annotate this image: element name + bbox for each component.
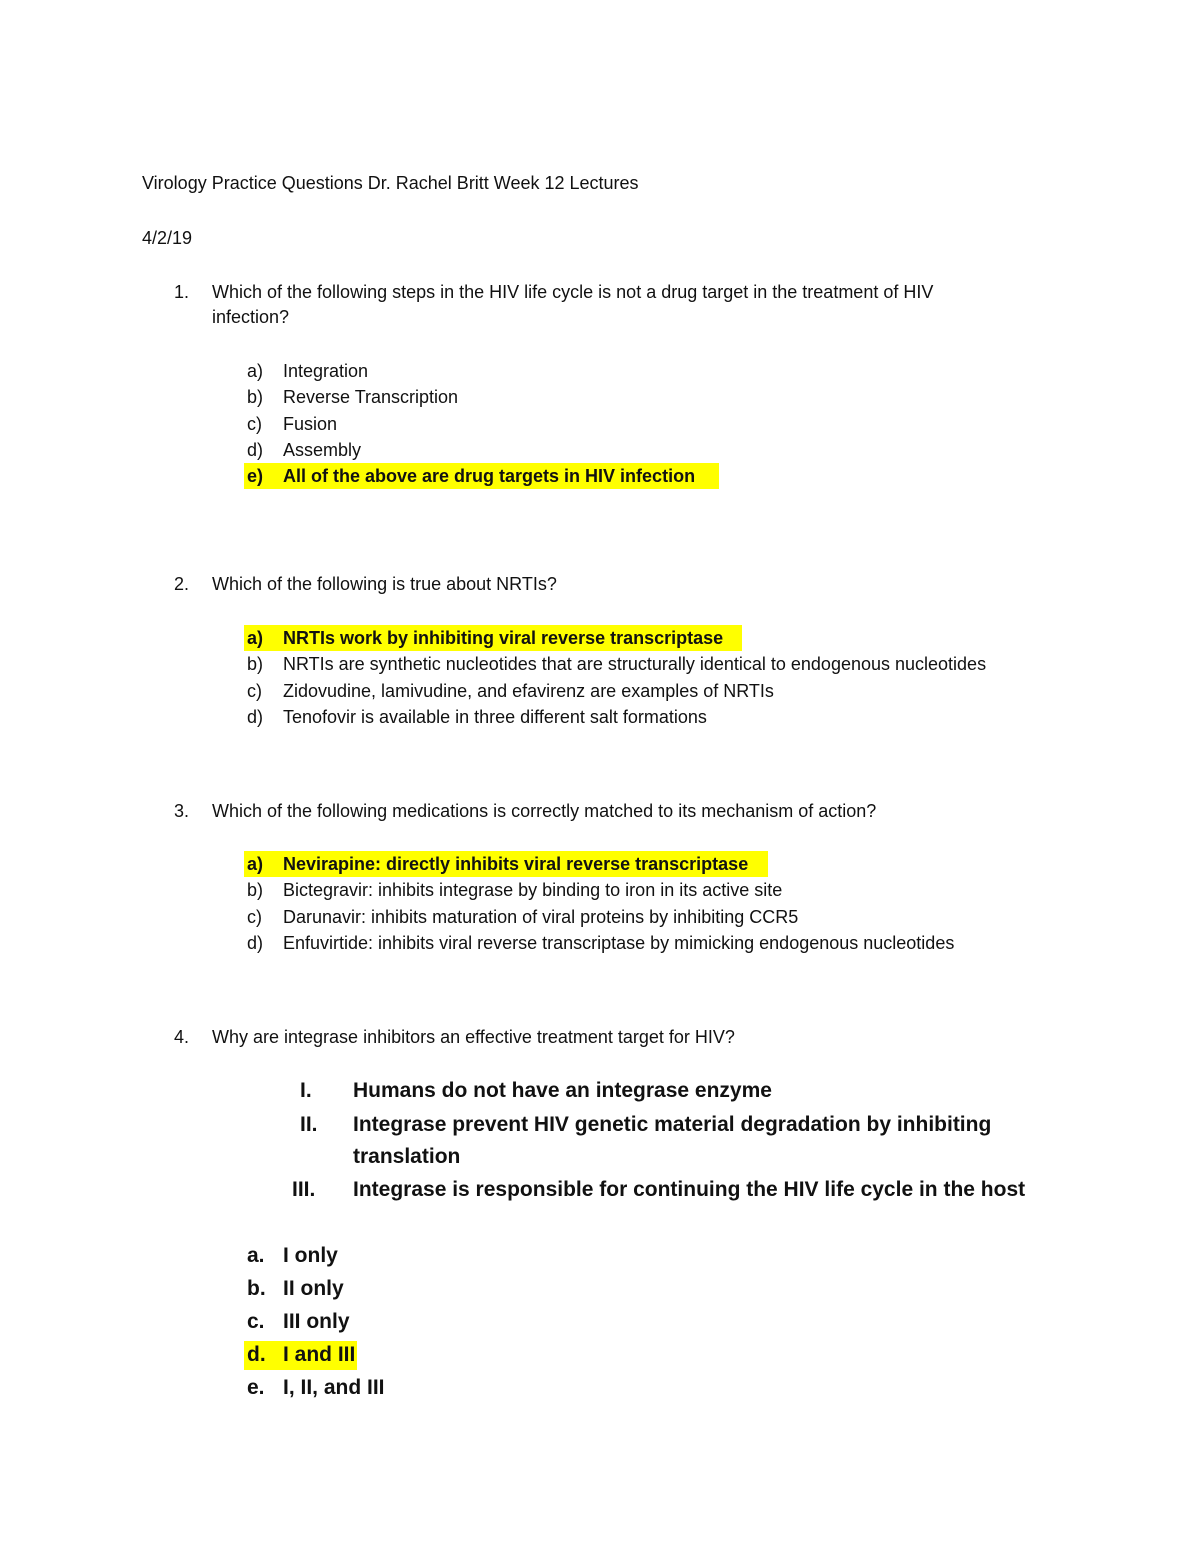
option-text: Nevirapine: directly inhibits viral reverse transcriptase	[283, 854, 749, 874]
option-letter: e)	[247, 466, 264, 486]
option-text: II only	[283, 1277, 344, 1300]
question-text: Which of the following steps in the HIV life cycle is not a drug target in the treatment of HIV	[212, 282, 934, 302]
statement-numeral: I.	[300, 1079, 312, 1102]
option-text: Assembly	[283, 440, 362, 460]
document-title: Virology Practice Questions Dr. Rachel Britt Week 12 Lectures	[142, 173, 639, 193]
document-date: 4/2/19	[142, 228, 193, 248]
statement-text-continued: translation	[353, 1145, 461, 1168]
option-letter: a)	[247, 628, 264, 648]
option-letter: b)	[247, 387, 264, 407]
option-text: I and III	[283, 1343, 356, 1366]
question-text: Why are integrase inhibitors an effective treatment target for HIV?	[212, 1027, 735, 1047]
option-letter: c)	[247, 414, 262, 434]
question-text-continued: infection?	[212, 307, 290, 327]
option-text: NRTIs are synthetic nucleotides that are structurally identical to endogenous nucleotides	[283, 654, 987, 674]
option-text: I, II, and III	[283, 1376, 385, 1399]
question-number: 1.	[174, 282, 190, 302]
question-number: 3.	[174, 801, 190, 821]
question-text: Which of the following medications is correctly matched to its mechanism of action?	[212, 801, 877, 821]
option-letter: b.	[247, 1277, 266, 1300]
option-letter: a)	[247, 854, 264, 874]
option-letter: c)	[247, 907, 262, 927]
option-letter: a.	[247, 1244, 265, 1267]
option-text: Bictegravir: inhibits integrase by binding to iron in its active site	[283, 880, 783, 900]
option-text: Zidovudine, lamivudine, and efavirenz are examples of NRTIs	[283, 681, 774, 701]
option-letter: e.	[247, 1376, 265, 1399]
option-letter: d)	[247, 933, 264, 953]
option-text: I only	[283, 1244, 338, 1267]
option-letter: d)	[247, 707, 264, 727]
option-text: Darunavir: inhibits maturation of viral proteins by inhibiting CCR5	[283, 907, 799, 927]
statement-numeral: II.	[300, 1113, 318, 1136]
statement-text: Integrase prevent HIV genetic material degradation by inhibiting	[353, 1113, 992, 1136]
option-letter: b)	[247, 880, 264, 900]
option-letter: c.	[247, 1310, 265, 1333]
statement-text: Humans do not have an integrase enzyme	[353, 1079, 772, 1102]
option-letter: b)	[247, 654, 264, 674]
option-letter: c)	[247, 681, 262, 701]
option-text: NRTIs work by inhibiting viral reverse transcriptase	[283, 628, 724, 648]
option-letter: a)	[247, 361, 264, 381]
option-letter: d)	[247, 440, 264, 460]
statement-text: Integrase is responsible for continuing the HIV life cycle in the host	[353, 1178, 1026, 1201]
option-text: Integration	[283, 361, 369, 381]
option-text: All of the above are drug targets in HIV infection	[283, 466, 696, 486]
statement-numeral: III.	[292, 1178, 316, 1201]
option-text: Fusion	[283, 414, 338, 434]
question-text: Which of the following is true about NRTIs?	[212, 574, 557, 594]
question-number: 2.	[174, 574, 190, 594]
option-text: Tenofovir is available in three different salt formations	[283, 707, 707, 727]
option-text: III only	[283, 1310, 350, 1333]
option-text: Enfuvirtide: inhibits viral reverse transcriptase by mimicking endogenous nucleotides	[283, 933, 955, 953]
option-letter: d.	[247, 1343, 266, 1366]
option-text: Reverse Transcription	[283, 387, 459, 407]
question-number: 4.	[174, 1027, 190, 1047]
